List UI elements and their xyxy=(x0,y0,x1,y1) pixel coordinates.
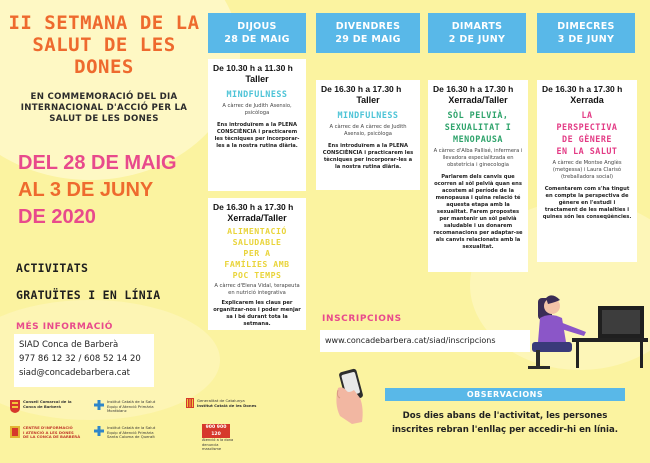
event-kind: Taller xyxy=(245,74,269,84)
observations-label: OBSERVACIONS xyxy=(385,388,625,401)
topic-line: DE GÈNERE xyxy=(562,134,612,144)
header-dimarts xyxy=(428,13,526,53)
header-date: 3 DE JUNY xyxy=(557,34,615,45)
topic-line: SALUDABLE xyxy=(232,237,282,247)
inscriptions-label: INSCRIPCIONS xyxy=(322,314,402,324)
ics-line: Equip d'Atenció Primària xyxy=(107,429,154,435)
ics-cross-icon xyxy=(94,426,104,436)
centre-line: I ATENCIÓ A LES DONES xyxy=(23,429,74,435)
ics-montblanc-text xyxy=(107,400,174,414)
topic-line: MENOPAUSA xyxy=(453,134,503,144)
header-day: DIMECRES xyxy=(557,21,615,32)
topic-line: ALIMENTACIÓ xyxy=(227,226,287,236)
topic-line: PER A xyxy=(243,248,271,258)
header-dijous xyxy=(208,13,306,53)
event-topic xyxy=(542,109,632,157)
topic-line: SÒL PELVIÀ, xyxy=(447,110,509,120)
topic-line: POC TEMPS xyxy=(232,270,282,280)
event-speaker: A càrrec de Judith Asensio, psicòloga xyxy=(222,103,292,116)
date-line-3: DE 2020 xyxy=(18,206,96,228)
contact-email[interactable]: siad@concadebarbera.cat xyxy=(19,368,131,378)
event-time: De 16.30 h a 17.30 h xyxy=(542,84,623,94)
header-date: 28 DE MAIG xyxy=(224,34,290,45)
header-dimecres xyxy=(537,13,635,53)
event-topic: MINDFULNESS xyxy=(226,89,288,99)
event-card-mindfulness-thu xyxy=(208,59,306,191)
centre-icon xyxy=(10,426,20,438)
phone-900-line: masclisme xyxy=(202,447,222,452)
event-card-mindfulness-fri xyxy=(316,80,420,190)
contact-box xyxy=(14,334,154,387)
phone-900-number: 900 900 120 xyxy=(202,424,230,438)
event-description: Comentarem com s'ha tingut en compte la perspectiva de gènere en l'estudi i tractament de les malalties i quines són les conseqüències. xyxy=(542,186,632,220)
more-info-label: MÉS INFORMACIÓ xyxy=(16,322,113,332)
event-time: De 16.30 h a 17.30 h xyxy=(321,84,402,94)
observations-text: Dos dies abans de l'activitat, les persones inscrites rebran l'enllaç per accedir-hi en línia. xyxy=(391,411,619,435)
event-speaker: A càrrec de A càrrec de Judith Asensio, psicòloga xyxy=(329,124,407,137)
header-day: DIVENDRES xyxy=(335,21,401,32)
event-time: De 16.30 h a 17.30 h xyxy=(433,84,514,94)
topic-line: LA xyxy=(581,110,593,120)
topic-line: SEXUALITAT I xyxy=(444,122,512,132)
phone-900-line: denuncia xyxy=(202,442,219,447)
sponsor-logos xyxy=(6,390,266,460)
event-time: De 16.30 h a 17.30 h xyxy=(213,202,294,212)
phone-900-line: Atenció a la dona xyxy=(202,438,234,442)
event-time: De 10.30 h a 11.30 h xyxy=(213,63,293,73)
event-kind: Taller xyxy=(356,95,380,105)
activities-note xyxy=(16,255,206,309)
header-date: 29 DE MAIG xyxy=(335,34,401,45)
generalitat-icon xyxy=(186,398,194,408)
event-card-sol-pelvia xyxy=(428,80,528,272)
ics-line: Institut Català de la Salut xyxy=(107,399,156,404)
event-topic xyxy=(213,226,301,281)
event-speaker: A càrrec de Montse Anglès (metgessa) i Laura Clarisó (treballadora social) xyxy=(552,160,622,180)
header-day: DIMARTS xyxy=(451,21,503,32)
event-description: Explicarem les claus per organitzar-nos i poder menjar sa i bé durant tota la setmana. xyxy=(213,300,301,327)
event-kind: Xerrada/Taller xyxy=(227,213,287,223)
ics-line: Santa Coloma de Queralt xyxy=(107,434,155,440)
ics-montblanc-logo xyxy=(94,400,174,414)
phone-hand-illustration xyxy=(330,368,374,426)
topic-line: EN LA SALUT xyxy=(556,146,618,156)
contact-phones: 977 86 12 32 / 608 52 14 20 xyxy=(19,354,141,364)
centre-text xyxy=(23,426,90,440)
ics-line: Institut Català de la Salut xyxy=(107,425,156,430)
date-line-1: DEL 28 DE MAIG xyxy=(18,152,177,174)
date-range xyxy=(18,150,208,231)
date-line-2: AL 3 DE JUNY xyxy=(18,179,154,201)
centre-line: CENTRE D'INFORMACIÓ xyxy=(23,425,73,430)
event-topic: MINDFULNESS xyxy=(337,110,399,120)
header-day: DIJOUS xyxy=(237,21,277,32)
event-speaker: A càrrec d'Elena Vidal, terapeuta en nutrició integrativa xyxy=(214,283,300,296)
generalitat-logo xyxy=(186,398,266,408)
coat-of-arms-icon xyxy=(10,400,20,413)
contact-org: SIAD Conca de Barberà xyxy=(19,340,119,350)
event-description: Ens introduïrem a la PLENA CONSCIÈNCIA i practicarem les tècniques per incorporar-les a la nostra rutina diària. xyxy=(214,122,300,149)
consell-text: Consell Comarcal de la Conca de Barberà xyxy=(23,399,72,409)
inscriptions-link[interactable]: www.concadebarbera.cat/siad/inscripcions xyxy=(320,330,530,352)
ics-line: Equip d'Atenció Primària xyxy=(107,403,154,409)
event-kind: Xerrada/Taller xyxy=(448,95,508,105)
ics-line: Montblanc xyxy=(107,408,127,414)
event-speaker: A càrrec d'Alba Pallisé, infermera i llevadora especialitzada en obstetrícia i ginecologia xyxy=(433,148,523,168)
centre-line: DE LA CONCA DE BARBERÀ xyxy=(23,434,81,440)
event-topic xyxy=(433,109,523,145)
event-card-perspectiva xyxy=(537,80,637,262)
header-divendres xyxy=(316,13,420,53)
centre-dones-logo xyxy=(10,426,90,440)
event-description: Parlarem dels canvis que ocorren al sòl pelvià quan ens acostem al període de la menopausa i quina relació té aquesta etapa amb la sexualitat. Farem propostes per mantenir un sòl pelvià saludable i us donarem recomanacions per adaptar-se als canvis relacionats amb la sexualitat. xyxy=(433,174,523,250)
event-kind: Xerrada xyxy=(570,95,604,105)
topic-line: FAMÍLIES AMB xyxy=(224,259,290,269)
topic-line: PERSPECTIVA xyxy=(556,122,618,132)
generalitat-line: Institut Català de les Dones xyxy=(197,402,257,408)
event-description: Ens introduïrem a la PLENA CONSCIÈNCIA i practicarem les tècniques per incorporar-les a la nostra rutina diària. xyxy=(322,143,414,170)
generalitat-text xyxy=(197,398,266,408)
activities-line-2: GRATUÏTES I EN LÍNIA xyxy=(16,288,161,302)
poster-subtitle: EN COMMEMORACIÓ DEL DIA INTERNACIONAL D'ACCIÓ PER LA SALUT DE LES DONES xyxy=(20,92,188,124)
activities-line-1: ACTIVITATS xyxy=(16,261,89,275)
generalitat-line: Generalitat de Catalunya xyxy=(197,398,245,403)
poster-title: II SETMANA DE LA SALUT DE LES DONES xyxy=(8,12,200,78)
event-card-alimentacio xyxy=(208,198,306,330)
phone-900-logo xyxy=(202,424,248,452)
header-date: 2 DE JUNY xyxy=(448,34,506,45)
ics-santa-coloma-logo xyxy=(94,426,174,440)
woman-laptop-illustration xyxy=(528,292,650,372)
ics-santa-coloma-text xyxy=(107,426,174,440)
consell-logo xyxy=(10,400,82,409)
ics-cross-icon xyxy=(94,400,104,410)
